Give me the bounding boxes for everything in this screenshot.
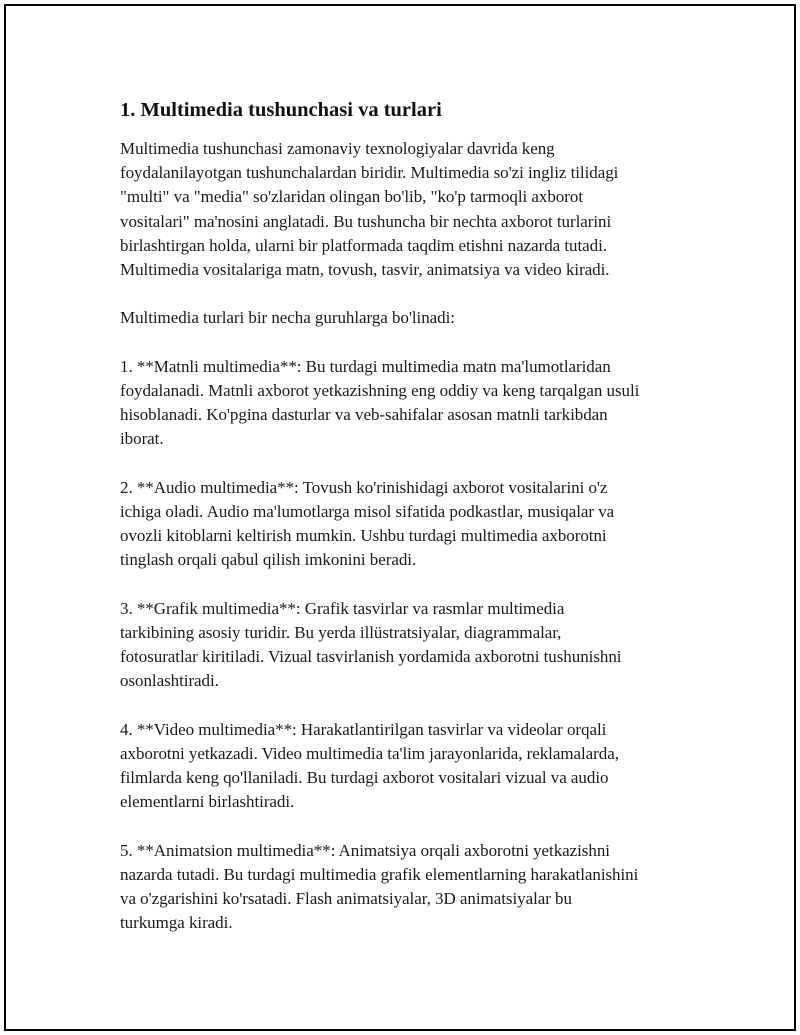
list-item-video-multimedia: 4. **Video multimedia**: Harakatlantirilgan tasvirlar va videolar orqali axborotni yetkazadi. Video multimedia ta'lim jarayonlarida, reklamalarda, filmlarda keng qo'llaniladi. Bu turdagi axborot vositalari vizual va audio elementlarni birlashtiradi.: [120, 719, 619, 812]
list-item-graphic-multimedia: 3. **Grafik multimedia**: Grafik tasvirlar va rasmlar multimedia tarkibining asosiy turidir. Bu yerda illüstratsiyalar, diagrammalar, fotosuratlar kiritiladi. Vizual tasvirlanish yordamida axborotni tushunishni osonlashtiradi.: [120, 598, 622, 691]
list-item-animation-multimedia: 5. **Animatsion multimedia**: Animatsiya orqali axborotni yetkazishni nazarda tutadi. Bu turdagi multimedia grafik elementlarning harakatlanishini va o'zgarishini ko'rsatadi. Flash animatsiyalar, 3D animatsiyalar bu turkumga kiradi.: [120, 840, 639, 933]
list-item-audio-multimedia: 2. **Audio multimedia**: Tovush ko'rinishidagi axborot vositalarini o'z ichiga oladi. Audio ma'lumotlarga misol sifatida podkastlar, musiqalar va ovozli kitoblarni keltirish mumkin. Ushbu turdagi multimedia axborotni tinglash orqali qabul qilish imkonini beradi.: [120, 477, 615, 570]
document-page: [4, 4, 796, 1031]
list-item-text-multimedia: 1. **Matnli multimedia**: Bu turdagi multimedia matn ma'lumotlaridan foydalanadi. Matnli axborot yetkazishning eng oddiy va keng tarqalgan usuli hisoblanadi. Ko'pgina dasturlar va veb-sahifalar asosan matnli tarkibdan iborat.: [120, 356, 640, 449]
document-title: 1. Multimedia tushunchasi va turlari: [120, 99, 442, 121]
document-content: [120, 96, 720, 960]
types-intro-paragraph: Multimedia turlari bir necha guruhlarga bo'linadi:: [120, 308, 455, 328]
intro-paragraph: Multimedia tushunchasi zamonaviy texnologiyalar davrida keng foydalanilayotgan tushunchalardan biridir. Multimedia so'zi ingliz tilidagi "multi" va "media" so'zlaridan olingan bo'lib, "ko'p tarmoqli axborot vositalari" ma'nosini anglatadi. Bu tushuncha bir nechta axborot turlarini birlashtirgan holda, ularni bir platformada taqdim etishni nazarda tutadi. Multimedia vositalariga matn, tovush, tasvir, animatsiya va video kiradi.: [120, 139, 619, 280]
